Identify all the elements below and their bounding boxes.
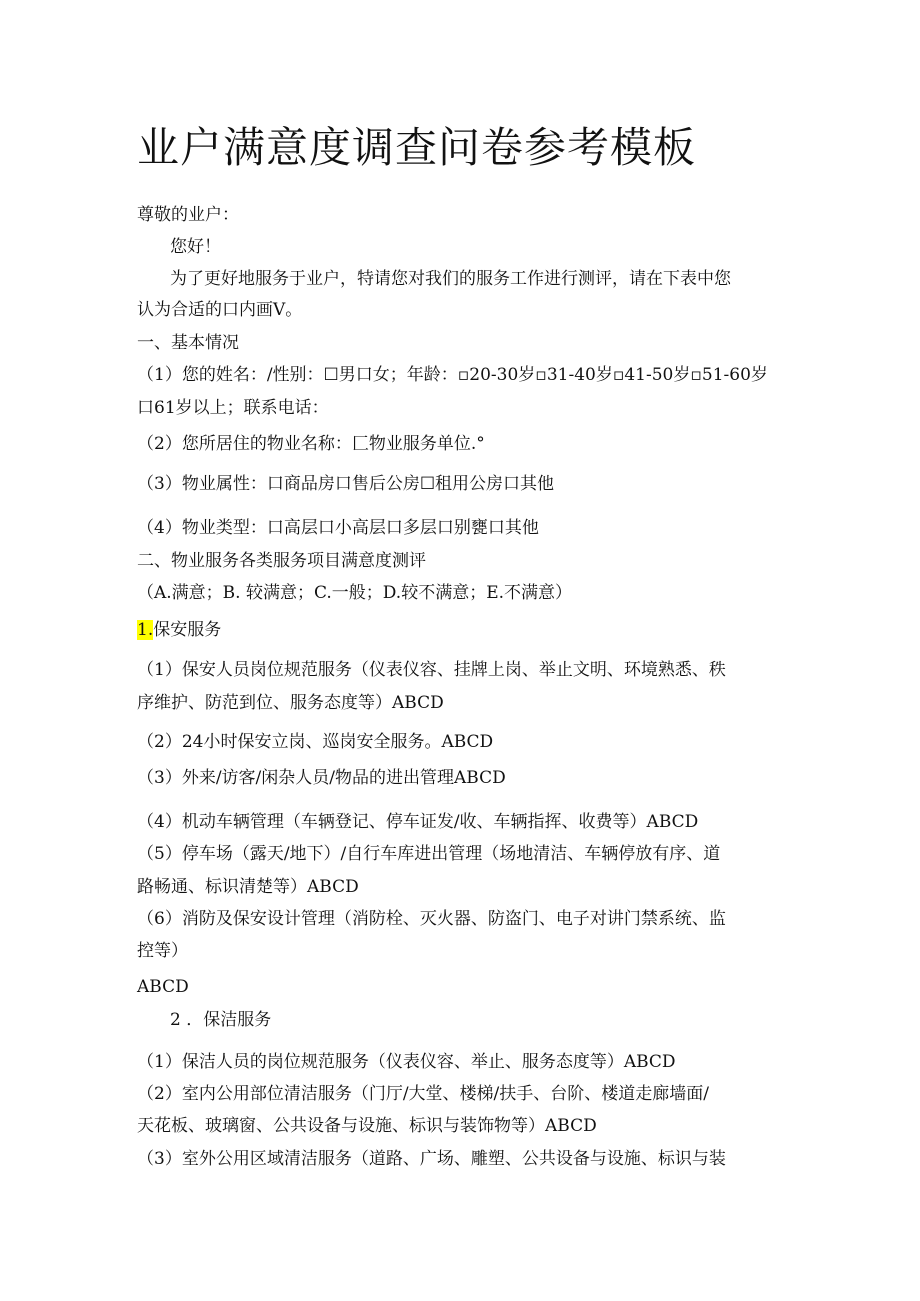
section1-heading: 一、基本情况 [137,333,239,353]
rating-scale: （A.满意；B. 较满意；C.一般；D.较不满意；E.不满意） [137,583,573,603]
question-4: （4）物业类型：口高层口小高层口多层口别甕口其他 [137,518,539,538]
intro-line-1: 为了更好地服务于业户，特请您对我们的服务工作进行测评，请在下表中您 [170,269,731,289]
question-1-line-1: （1）您的姓名：/性别：☐男口女；年龄：▫20-30岁▫31-40岁▫41-50岁▫51-60岁 [137,365,768,385]
security-item-6-answer: ABCD [137,977,189,997]
cleaning-item-3-line-1: （3）室外公用区域清洁服务（道路、广场、雕塑、公共设备与设施、标识与装 [137,1149,726,1169]
cleaning-section-title: 2 ．保洁服务 [170,1010,272,1030]
security-item-6-line-1: （6）消防及保安设计管理（消防栓、灭火器、防盗门、电子对讲门禁系统、监 [137,909,726,929]
section2-heading: 二、物业服务各类服务项目满意度测评 [137,551,426,571]
security-item-6-line-2: 控等） [137,941,188,961]
cleaning-item-2-line-1: （2）室内公用部位清洁服务（门厅/大堂、楼梯/扶手、台阶、楼道走廊墙面/ [137,1084,709,1104]
intro-line-2: 认为合适的口内画V。 [137,300,303,320]
security-item-5-line-1: （5）停车场（露天/地下）/自行车库进出管理（场地清洁、车辆停放有序、道 [137,844,721,864]
cleaning-item-1: （1）保洁人员的岗位规范服务（仪表仪容、举止、服务态度等）ABCD [137,1052,676,1072]
cleaning-item-2-line-2: 天花板、玻璃窗、公共设备与设施、标识与装饰物等）ABCD [137,1116,597,1136]
security-section-number: 1. [137,620,154,640]
security-item-5-line-2: 路畅通、标识清楚等）ABCD [137,877,359,897]
security-section-label: 保安服务 [153,620,222,640]
security-section-title [137,617,221,643]
security-item-4: （4）机动车辆管理（车辆登记、停车证发/收、车辆指挥、收费等）ABCD [137,812,699,832]
security-item-2: （2）24小时保安立岗、巡岗安全服务。ABCD [137,732,494,752]
question-3: （3）物业属性：口商品房口售后公房☐租用公房口其他 [137,474,555,494]
salutation: 尊敬的业户： [137,205,239,225]
security-item-1-line-1: （1）保安人员岗位规范服务（仪表仪容、挂牌上岗、举止文明、环境熟悉、秩 [137,660,726,680]
security-item-3: （3）外来/访客/闲杂人员/物品的进出管理ABCD [137,768,506,788]
greeting: 您好！ [170,237,221,257]
question-2: （2）您所居住的物业名称：匚物业服务单位.° [137,434,485,454]
question-1-line-2: 口61岁以上；联系电话： [137,398,329,418]
security-item-1-line-2: 序维护、防范到位、服务态度等）ABCD [137,693,444,713]
page-title: 业户满意度调查问卷参考模板 [137,123,697,172]
